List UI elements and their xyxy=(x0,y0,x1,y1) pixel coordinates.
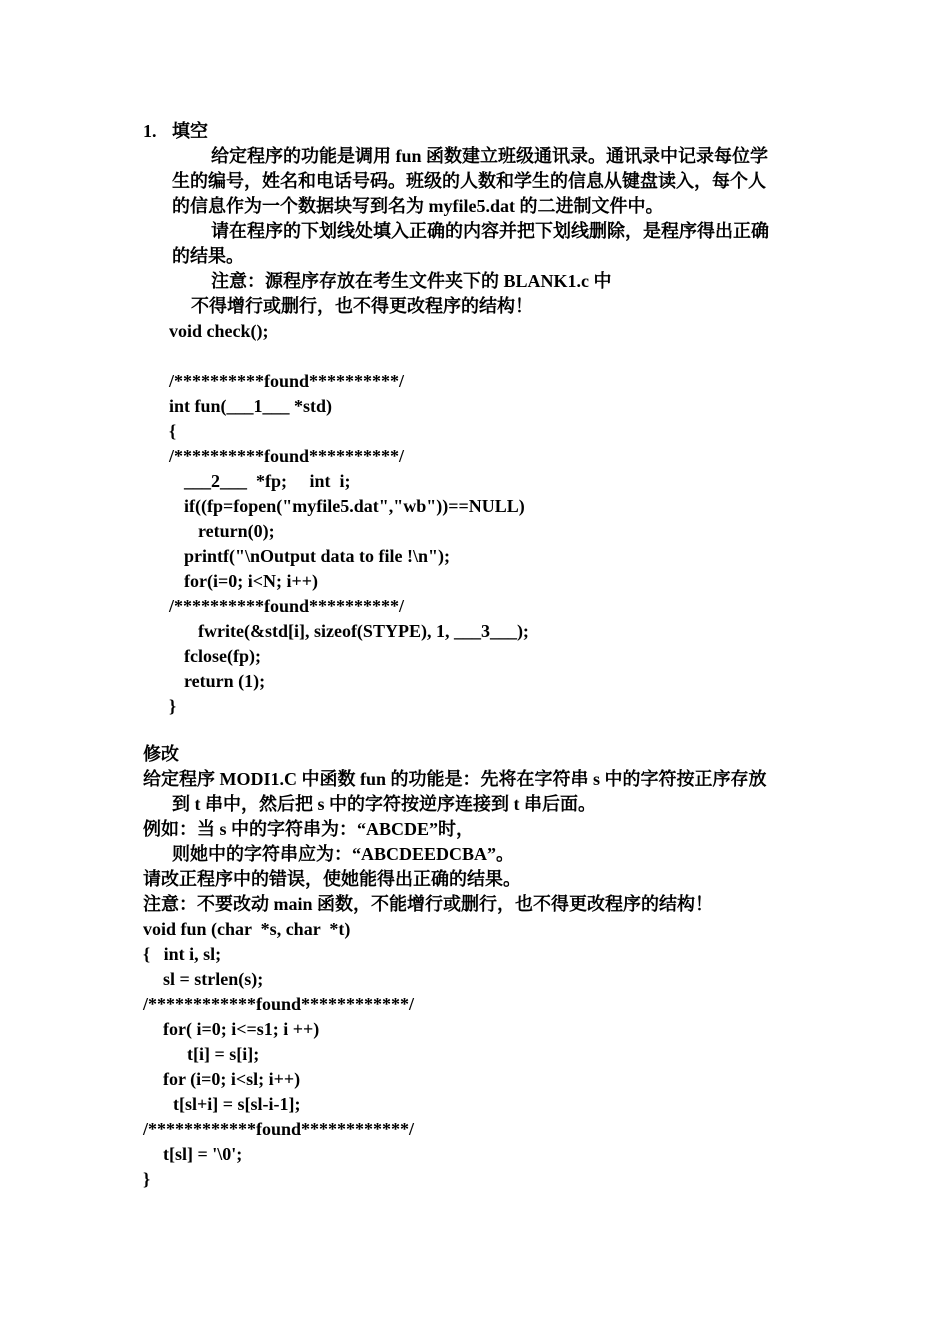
code-line: for( i=0; i<=s1; i ++) xyxy=(163,1019,320,1039)
code-line: t[sl+i] = s[sl-i-1]; xyxy=(173,1094,301,1114)
code-line: printf("\nOutput data to file !\n"); xyxy=(184,546,450,566)
code-line: return(0); xyxy=(198,521,275,541)
code-comment: /**********found**********/ xyxy=(169,371,405,391)
code-line: } xyxy=(169,696,177,716)
section1-desc-line: 给定程序的功能是调用 fun 函数建立班级通讯录。通讯录中记录每位学 xyxy=(211,146,769,166)
code-comment: /************found************/ xyxy=(143,994,415,1014)
code-line: void fun (char *s, char *t) xyxy=(143,919,351,939)
section1-note: 注意：源程序存放在考生文件夹下的 BLANK1.c 中 xyxy=(211,271,612,291)
code-line: fclose(fp); xyxy=(184,646,261,666)
section2-desc-line: 例如：当 s 中的字符串为：“ABCDE”时， xyxy=(143,819,475,839)
section2-desc-line: 请改正程序中的错误，使她能得出正确的结果。 xyxy=(143,869,521,889)
code-comment: /**********found**********/ xyxy=(169,446,405,466)
section2-title: 修改 xyxy=(143,744,179,765)
code-line: int fun(___1___ *std) xyxy=(169,396,333,416)
code-line: for(i=0; i<N; i++) xyxy=(184,571,318,591)
code-line: { xyxy=(169,421,177,441)
code-line: } xyxy=(143,1169,151,1189)
section2-desc-line: 给定程序 MODI1.C 中函数 fun 的功能是：先将在字符串 s 中的字符按正序存放 xyxy=(143,769,767,789)
code-line: fwrite(&std[i], sizeof(STYPE), 1, ___3___); xyxy=(198,621,529,641)
code-comment: /**********found**********/ xyxy=(169,596,405,616)
section1-desc-line: 的信息作为一个数据块写到名为 myfile5.dat 的二进制文件中。 xyxy=(172,196,664,216)
code-line: if((fp=fopen("myfile5.dat","wb"))==NULL) xyxy=(184,496,525,516)
code-line: { int i, sl; xyxy=(143,944,222,964)
section1-desc-line: 的结果。 xyxy=(172,246,244,266)
section1-title: 填空 xyxy=(172,121,208,142)
code-line: for (i=0; i<sl; i++) xyxy=(163,1069,301,1089)
code-line: sl = strlen(s); xyxy=(163,969,264,989)
code-line: t[sl] = '\0'; xyxy=(163,1144,243,1164)
section2-desc-line: 则她中的字符串应为：“ABCDEEDCBA”。 xyxy=(172,844,515,864)
code-comment: /************found************/ xyxy=(143,1119,415,1139)
section1-desc-line: 生的编号，姓名和电话号码。班级的人数和学生的信息从键盘读入，每个人 xyxy=(172,171,766,191)
section1-number: 1. xyxy=(143,121,157,141)
section1-desc-line: 请在程序的下划线处填入正确的内容并把下划线删除，是程序得出正确 xyxy=(211,221,769,241)
section2-note: 注意：不要改动 main 函数，不能增行或删行，也不得更改程序的结构！ xyxy=(143,894,714,914)
code-line: ___2___ *fp; int i; xyxy=(184,471,351,491)
code-line: return (1); xyxy=(184,671,266,691)
code-line: void check(); xyxy=(169,321,269,341)
section1-note: 不得增行或删行，也不得更改程序的结构！ xyxy=(191,296,533,316)
section2-desc-line: 到 t 串中，然后把 s 中的字符按逆序连接到 t 串后面。 xyxy=(172,794,596,814)
code-line: t[i] = s[i]; xyxy=(187,1044,260,1064)
